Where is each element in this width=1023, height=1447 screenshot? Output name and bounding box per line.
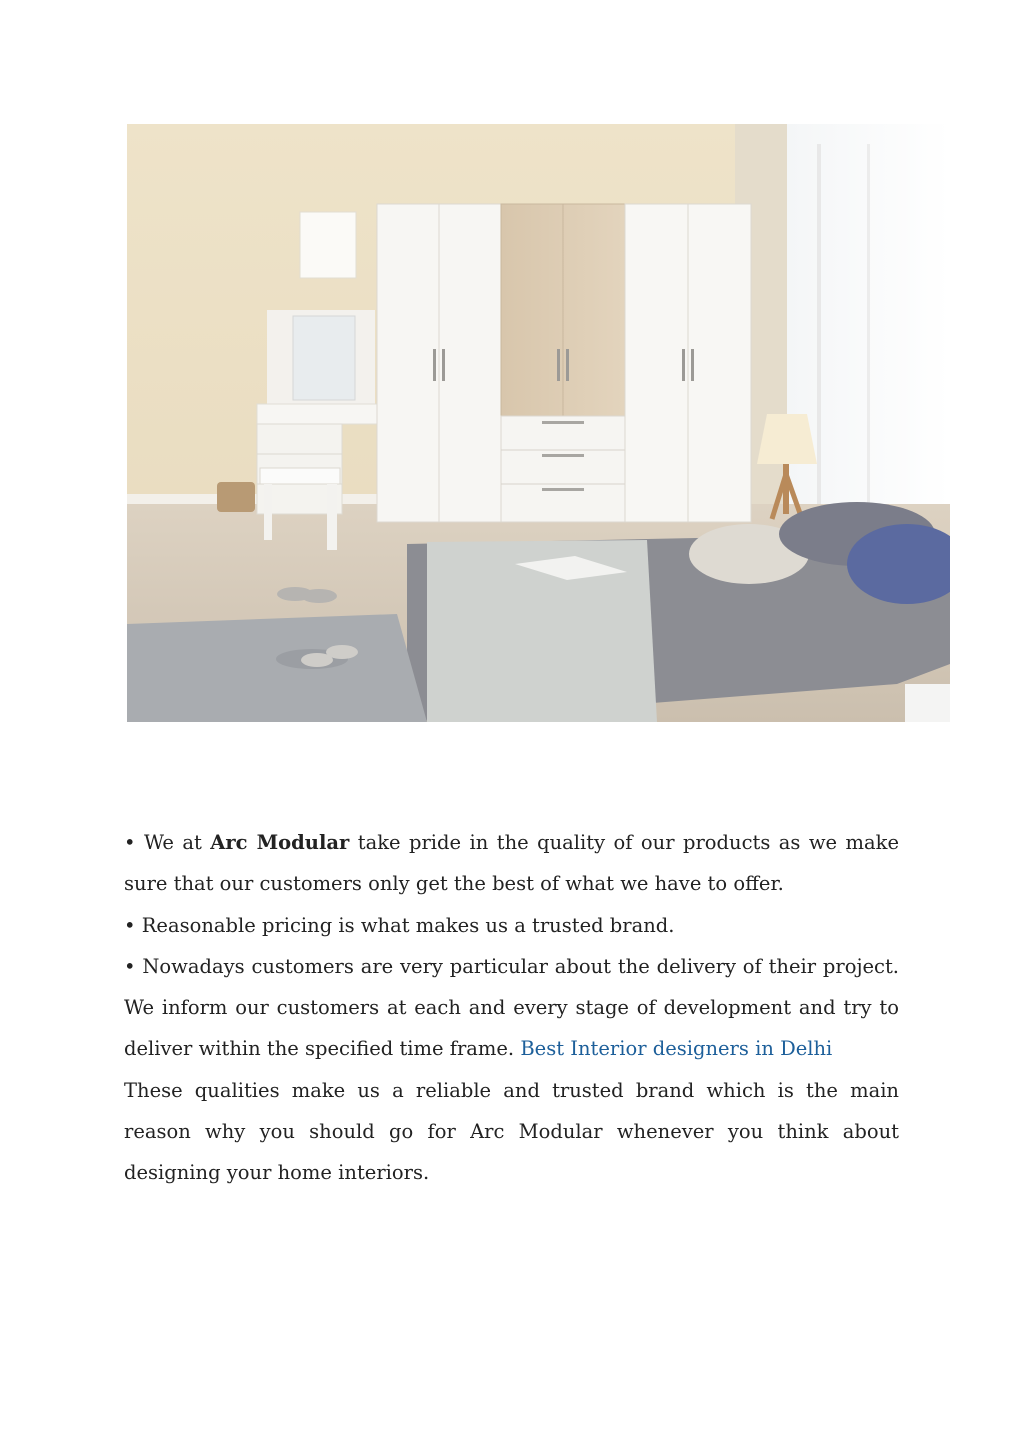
quality-lead: We at <box>143 831 202 854</box>
paragraph-pricing <box>124 905 899 946</box>
interior-designers-link[interactable]: Best Interior designers in Delhi <box>520 1037 833 1061</box>
bedroom-photo <box>127 124 950 722</box>
paragraph-delivery <box>124 946 899 1070</box>
paragraph-quality <box>124 822 899 905</box>
pricing-text: Reasonable pricing is what makes us a trusted brand. <box>141 913 675 937</box>
bullet: • <box>124 954 136 978</box>
delivery-text: Nowadays customers are very particular about the delivery of their project. We inform our customers at each and every stage of development and try to deliver within the specified time frame. <box>124 954 900 1061</box>
body-text <box>124 822 899 1194</box>
quality-text: take pride in the quality of our products as we make sure that our customers only get the best of what we have to offer. <box>124 831 899 896</box>
summary-text: These qualities make us a reliable and trusted brand which is the main reason why you should go for Arc Modular whenever you think about designing your home interiors. <box>124 1078 899 1185</box>
bullet: • <box>124 831 136 854</box>
bullet: • <box>124 913 136 937</box>
paragraph-summary <box>124 1070 899 1194</box>
brand-name: Arc Modular <box>210 831 350 854</box>
